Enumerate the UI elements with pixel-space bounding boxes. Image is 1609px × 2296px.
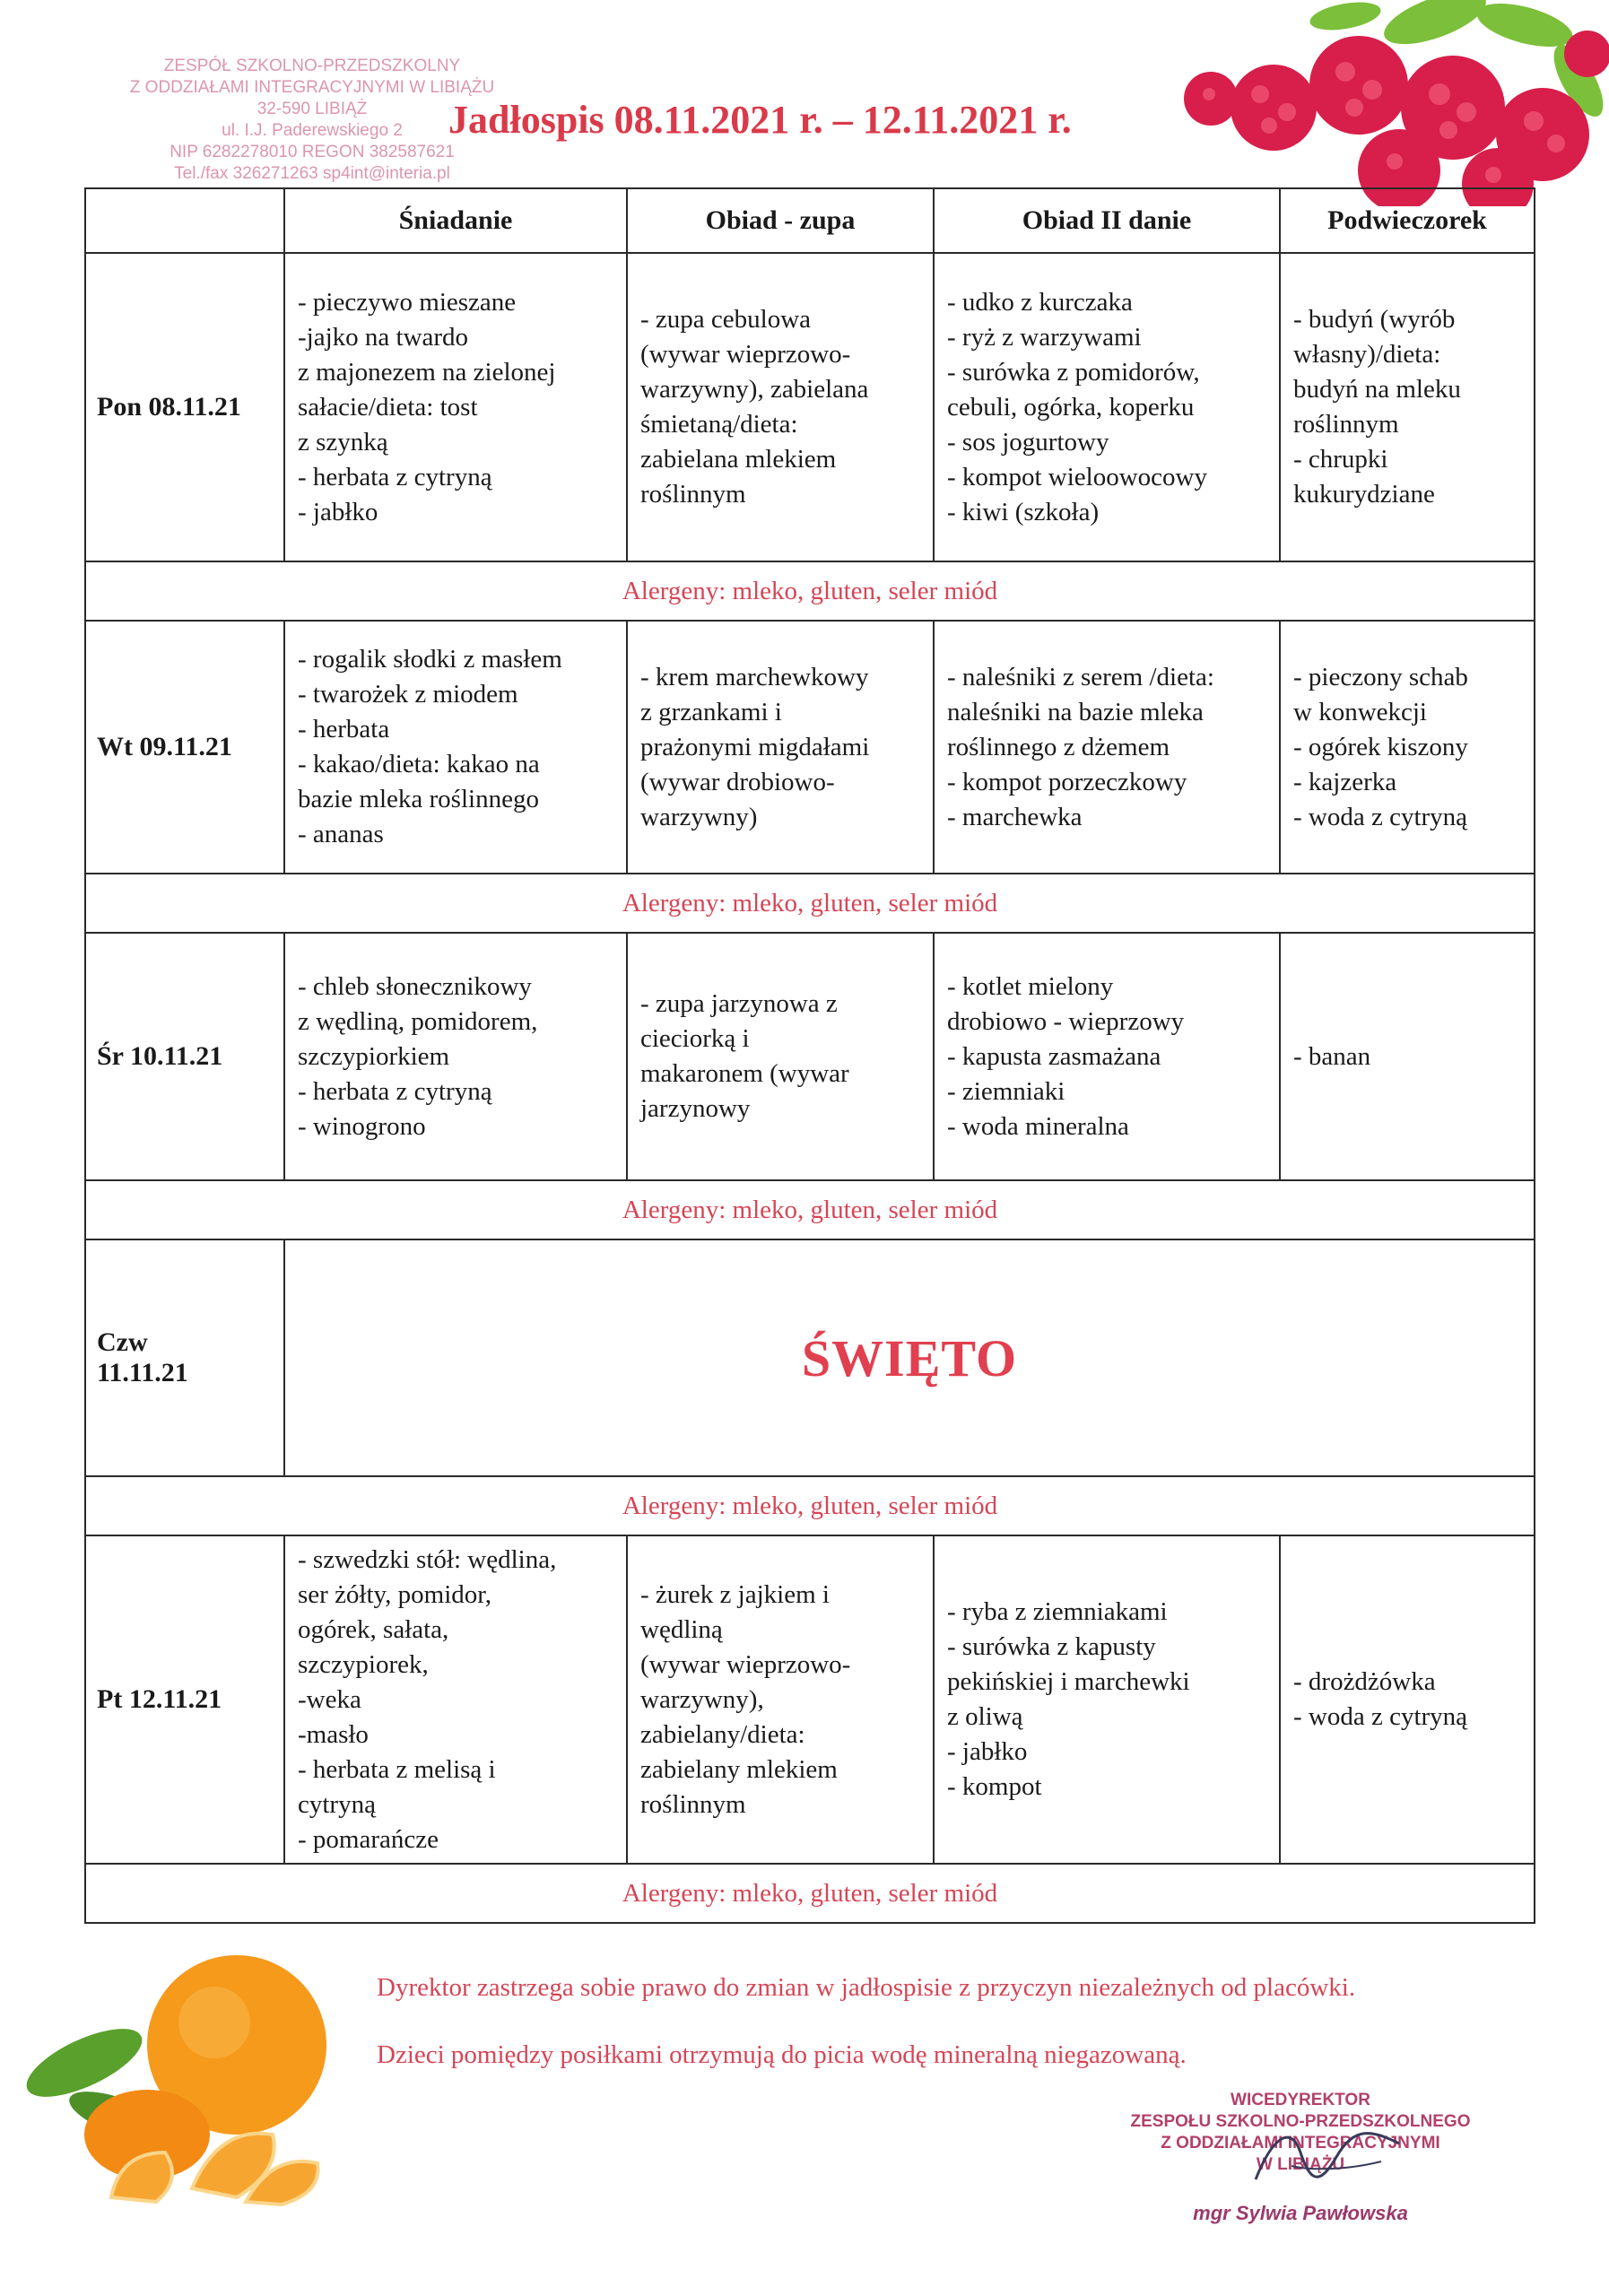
main-cell (934, 933, 1280, 1180)
breakfast-cell (284, 933, 627, 1180)
director-stamp-line: Z ODDZIAŁAMI INTEGRACYJNYMI (1161, 2134, 1440, 2152)
menu-line: - zupa jarzynowa z (640, 989, 838, 1018)
menu-line: - surówka z kapusty (947, 1632, 1156, 1661)
menu-line: (wywar wieprzowo- (640, 340, 851, 369)
snack-cell (1280, 253, 1535, 561)
menu-line: roślinnym (640, 1789, 746, 1819)
menu-line: cytryną (298, 1789, 376, 1819)
menu-line: - budyń (wyrób (1293, 305, 1456, 334)
disclaimer-note: Dyrektor zastrzega sobie prawo do zmian w jadłospisie z przyczyn niezależnych od placówki. (377, 1973, 1356, 2002)
holiday-label: ŚWIĘTO (284, 1239, 1535, 1476)
menu-line: - banan (1293, 1041, 1371, 1071)
header-main: Obiad II danie (934, 188, 1280, 253)
day-label (85, 1239, 284, 1476)
menu-line: - woda z cytryną (1293, 802, 1468, 831)
menu-line: - kompot wieloowocowy (947, 462, 1207, 491)
menu-line: w konwekcji (1293, 697, 1427, 726)
menu-line: - woda z cytryną (1293, 1702, 1468, 1731)
menu-line: - żurek z jajkiem i (640, 1579, 830, 1609)
director-name: mgr Sylwia Pawłowska (1193, 2202, 1408, 2224)
menu-line: - chrupki (1293, 445, 1388, 474)
menu-line: zabielany mlekiem (640, 1754, 838, 1784)
menu-line: cebuli, ogórka, koperku (947, 392, 1195, 422)
menu-line: - surówka z pomidorów, (947, 357, 1200, 387)
menu-line: bazie mleka roślinnego (298, 785, 539, 813)
menu-line: makaronem (wywar (640, 1059, 849, 1088)
breakfast-cell (284, 1535, 627, 1864)
stamp-line: Tel./fax 326271263 sp4int@interia.pl (174, 164, 450, 183)
menu-line: roślinnego z dżemem (947, 732, 1170, 761)
menu-line: -masło (298, 1719, 369, 1749)
stamp-line: NIP 6282278010 REGON 382587621 (170, 143, 455, 161)
menu-table (84, 187, 1535, 1924)
menu-line: roślinnym (640, 480, 746, 509)
allergen-row (85, 874, 1535, 933)
menu-line: - kotlet mielony (947, 971, 1114, 1001)
menu-line: warzywny), (640, 1684, 764, 1714)
allergen-note: Alergeny: mleko, gluten, seler miód (85, 1864, 1535, 1923)
day-label: Śr 10.11.21 (85, 933, 284, 1180)
table-row (85, 1535, 1535, 1864)
menu-line: warzywny), zabielana (640, 375, 869, 404)
day-label: Pt 12.11.21 (85, 1535, 284, 1864)
menu-line: warzywny) (640, 802, 758, 831)
header-breakfast: Śniadanie (284, 188, 627, 253)
menu-line: - pomarańcze (298, 1824, 439, 1854)
day-label: Wt 09.11.21 (85, 621, 284, 874)
menu-line: - ziemniaki (947, 1076, 1065, 1106)
menu-line: - sos jogurtowy (947, 427, 1109, 457)
menu-line: (wywar drobiowo- (640, 767, 835, 796)
menu-line: szczypiorek, (298, 1649, 429, 1679)
menu-line: prażonymi migdałami (640, 732, 870, 761)
menu-line: szczypiorkiem (298, 1041, 450, 1071)
menu-line: - jabłko (947, 1737, 1028, 1766)
menu-line: z wędliną, pomidorem, (298, 1006, 538, 1036)
snack-cell (1280, 621, 1535, 874)
main-cell (934, 621, 1280, 874)
table-row (85, 621, 1535, 874)
menu-line: kukurydziane (1293, 480, 1435, 509)
stamp-line: 32-590 LIBIĄŻ (257, 100, 368, 118)
oranges-image (13, 1928, 425, 2206)
menu-line: z grzankami i (640, 697, 782, 726)
day-label: Pon 08.11.21 (85, 253, 284, 561)
menu-line: -jajko na twardo (298, 322, 469, 352)
table-row (85, 933, 1535, 1180)
allergen-row (85, 561, 1535, 621)
main-cell (934, 253, 1280, 561)
soup-cell (627, 621, 934, 874)
menu-line: śmietaną/dieta: (640, 410, 798, 439)
menu-line: - jabłko (298, 497, 378, 526)
menu-line: (wywar wieprzowo- (640, 1649, 851, 1679)
menu-line: - chleb słonecznikowy (298, 971, 532, 1001)
menu-line: - winogrono (298, 1111, 426, 1141)
menu-line: - kiwi (szkoła) (947, 497, 1100, 526)
main-cell (934, 1535, 1280, 1864)
menu-line: - woda mineralna (947, 1111, 1129, 1141)
menu-line: - marchewka (947, 802, 1083, 831)
menu-line: wędliną (640, 1614, 723, 1644)
menu-line: - herbata z cytryną (298, 462, 492, 491)
allergen-row (85, 1180, 1535, 1239)
menu-line: ogórek, sałata, (298, 1614, 449, 1644)
allergen-note: Alergeny: mleko, gluten, seler miód (85, 874, 1535, 933)
header-row (85, 188, 1535, 253)
menu-line: -weka (298, 1684, 361, 1714)
stamp-line: ul. I.J. Paderewskiego 2 (222, 121, 403, 140)
menu-line: - udko z kurczaka (947, 287, 1133, 317)
menu-line: ser żółty, pomidor, (298, 1579, 492, 1609)
menu-line: - kajzerka (1293, 767, 1397, 796)
allergen-row (85, 1864, 1535, 1923)
breakfast-cell (284, 253, 627, 561)
menu-line: - kapusta zasmażana (947, 1041, 1161, 1071)
day-label-line: Czw (97, 1327, 148, 1357)
menu-line: z oliwą (947, 1702, 1023, 1731)
menu-line: - kompot (947, 1772, 1042, 1801)
menu-line: - herbata z cytryną (298, 1076, 492, 1106)
raspberries-image (1166, 0, 1609, 206)
snack-cell (1280, 933, 1535, 1180)
table-row (85, 253, 1535, 561)
menu-line: jarzynowy (640, 1094, 751, 1123)
header-snack: Podwieczorek (1280, 188, 1535, 253)
director-stamp-line: WICEDYREKTOR (1231, 2091, 1370, 2109)
menu-line: budyń na mleku (1293, 375, 1461, 404)
menu-line: - naleśniki z serem /dieta: (947, 662, 1214, 691)
menu-line: z szynką (298, 427, 388, 457)
stamp-line: ZESPÓŁ SZKOLNO-PRZEDSZKOLNY (163, 57, 461, 75)
snack-cell (1280, 1535, 1535, 1864)
menu-line: - twarożek z miodem (298, 680, 518, 709)
menu-line: roślinnym (1293, 410, 1399, 439)
breakfast-cell (284, 621, 627, 874)
menu-line: naleśniki na bazie mleka (947, 697, 1204, 726)
header-soup: Obiad - zupa (627, 188, 934, 253)
menu-line: - ryba z ziemniakami (947, 1597, 1168, 1626)
menu-line: - zupa cebulowa (640, 305, 812, 334)
soup-cell (627, 1535, 934, 1864)
menu-line: - kompot porzeczkowy (947, 767, 1187, 796)
page-title: Jadłospis 08.11.2021 r. – 12.11.2021 r. (448, 98, 1072, 142)
stamp-line: Z ODDZIAŁAMI INTEGRACYJNYMI W LIBIĄŻU (129, 78, 495, 97)
soup-cell (627, 253, 934, 561)
menu-line: pekińskiej i marchewki (947, 1667, 1190, 1696)
menu-line: - szwedzki stół: wędlina, (298, 1544, 557, 1574)
header-corner (85, 188, 284, 253)
menu-line: - ananas (298, 820, 384, 848)
water-note: Dzieci pomiędzy posiłkami otrzymują do picia wodę mineralną niegazowaną. (377, 2040, 1187, 2069)
table-row (85, 1239, 1535, 1476)
menu-line: - ogórek kiszony (1293, 732, 1468, 761)
soup-cell (627, 933, 934, 1180)
director-stamp-line: W LIBIĄŻU (1256, 2155, 1345, 2174)
menu-line: własny)/dieta: (1293, 340, 1441, 369)
menu-line: drobiowo - wieprzowy (947, 1006, 1185, 1036)
menu-line: zabielana mlekiem (640, 445, 837, 474)
menu-line: - herbata (298, 715, 390, 744)
allergen-row (85, 1476, 1535, 1535)
menu-line: cieciorką i (640, 1024, 750, 1053)
signature-mark (1238, 2117, 1417, 2197)
menu-line: - ryż z warzywami (947, 322, 1142, 352)
menu-line: sałacie/dieta: tost (298, 392, 478, 422)
day-label-line: 11.11.21 (97, 1358, 188, 1387)
allergen-note: Alergeny: mleko, gluten, seler miód (85, 561, 1535, 621)
menu-line: - krem marchewkowy (640, 662, 869, 691)
menu-line: - rogalik słodki z masłem (298, 645, 562, 674)
menu-line: zabielany/dieta: (640, 1719, 805, 1749)
director-stamp-line: ZESPOŁU SZKOLNO-PRZEDSZKOLNEGO (1130, 2112, 1471, 2131)
menu-line: - pieczywo mieszane (298, 287, 517, 317)
allergen-note: Alergeny: mleko, gluten, seler miód (85, 1180, 1535, 1239)
menu-line: - pieczony schab (1293, 662, 1468, 691)
menu-line: - kakao/dieta: kakao na (298, 750, 540, 778)
menu-line: z majonezem na zielonej (298, 357, 556, 387)
menu-line: - drożdżówka (1293, 1667, 1436, 1696)
allergen-note: Alergeny: mleko, gluten, seler miód (85, 1476, 1535, 1535)
menu-line: - herbata z melisą i (298, 1754, 496, 1784)
